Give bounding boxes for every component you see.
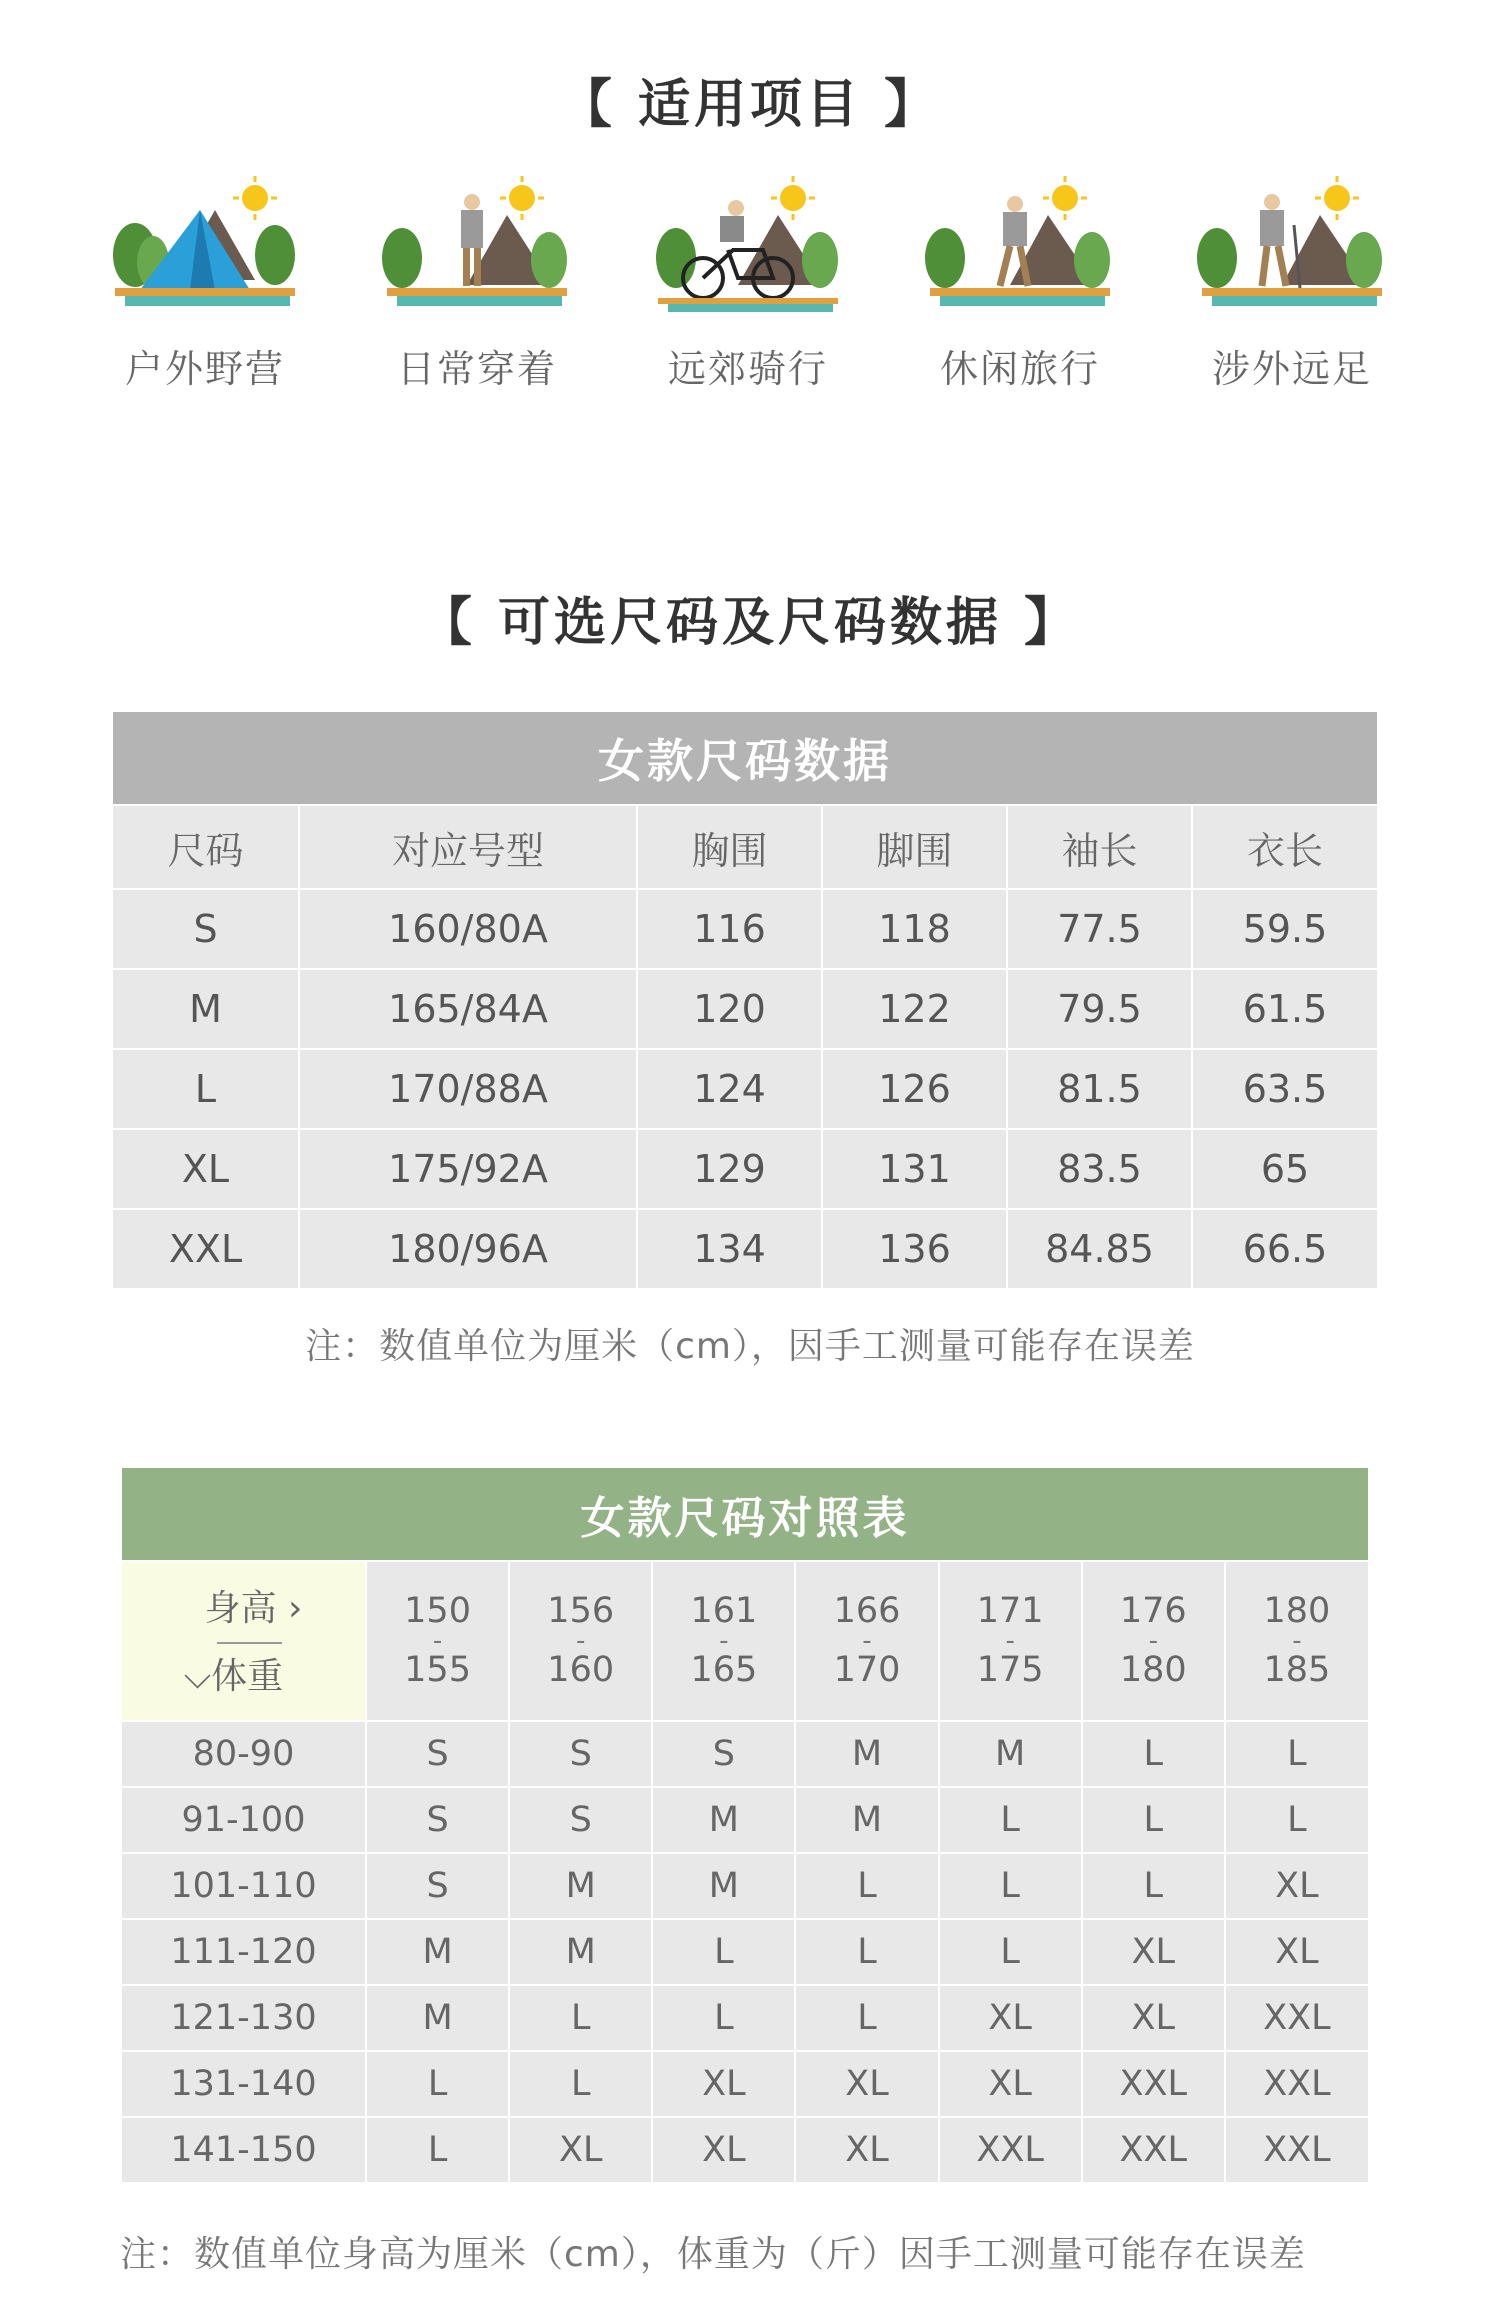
table-cell: 134 bbox=[637, 1209, 822, 1288]
size-cell: M bbox=[652, 1787, 795, 1853]
size-cell: XL bbox=[795, 2117, 938, 2182]
size-cell: XL bbox=[652, 2117, 795, 2182]
size-reference-table bbox=[122, 1468, 1368, 2182]
activity-label: 日常穿着 bbox=[396, 347, 557, 391]
table-cell: 175/92A bbox=[299, 1129, 637, 1209]
size-cell: M bbox=[939, 1721, 1082, 1787]
table-row bbox=[113, 1209, 1377, 1288]
size-cell: S bbox=[509, 1721, 652, 1787]
range-dash: - bbox=[432, 1626, 443, 1656]
activity-label: 涉外远足 bbox=[1211, 347, 1372, 391]
size-cell: M bbox=[509, 1919, 652, 1985]
height-range-header bbox=[366, 1561, 509, 1721]
height-to: 180 bbox=[1119, 1650, 1187, 1690]
table-cell: 160/80A bbox=[299, 889, 637, 969]
table-row bbox=[122, 1721, 1368, 1787]
table-cell: 129 bbox=[637, 1129, 822, 1209]
size-cell: L bbox=[1082, 1853, 1225, 1919]
table-cell: 118 bbox=[822, 889, 1007, 969]
activity-label: 休闲旅行 bbox=[939, 347, 1100, 391]
range-dash: - bbox=[1292, 1626, 1302, 1656]
column-header: 尺码 bbox=[113, 805, 299, 889]
camping-tent-icon bbox=[105, 170, 305, 320]
table-cell: S bbox=[113, 889, 299, 969]
height-from: 176 bbox=[1119, 1591, 1187, 1632]
size-cell: L bbox=[939, 1787, 1082, 1853]
size-cell: L bbox=[509, 1985, 652, 2051]
table-row bbox=[113, 889, 1377, 969]
size-cell: L bbox=[366, 2051, 509, 2117]
reference-table-header-row bbox=[122, 1561, 1368, 1721]
table-cell: 81.5 bbox=[1007, 1049, 1192, 1129]
size-cell: L bbox=[509, 2051, 652, 2117]
size-cell: M bbox=[509, 1853, 652, 1919]
corner-divider bbox=[217, 1642, 282, 1644]
height-range-header bbox=[1225, 1561, 1368, 1721]
range-dash: - bbox=[1005, 1626, 1015, 1656]
table-cell: 84.85 bbox=[1007, 1209, 1192, 1288]
column-header: 袖长 bbox=[1007, 805, 1192, 889]
table-cell: 79.5 bbox=[1007, 969, 1192, 1049]
height-from: 166 bbox=[833, 1591, 901, 1632]
size-cell: XXL bbox=[1225, 2117, 1368, 2182]
size-cell: M bbox=[366, 1985, 509, 2051]
table-cell: 59.5 bbox=[1192, 889, 1377, 969]
range-dash: - bbox=[576, 1626, 586, 1656]
table-cell: L bbox=[113, 1049, 299, 1129]
section-title-sizes: 【 可选尺码及尺码数据 】 bbox=[419, 593, 1081, 653]
table-cell: 77.5 bbox=[1007, 889, 1192, 969]
size-cell: L bbox=[939, 1919, 1082, 1985]
table-row bbox=[113, 1049, 1377, 1129]
size-cell: L bbox=[366, 2117, 509, 2182]
activity-item-hiking bbox=[1182, 170, 1402, 430]
table-cell: 61.5 bbox=[1192, 969, 1377, 1049]
size-cell: M bbox=[795, 1787, 938, 1853]
height-from: 150 bbox=[404, 1591, 471, 1632]
height-from: 161 bbox=[690, 1591, 758, 1632]
column-header: 对应号型 bbox=[299, 805, 637, 889]
table-cell: 66.5 bbox=[1192, 1209, 1377, 1288]
weight-range-cell: 111-120 bbox=[122, 1919, 366, 1985]
weight-range-cell: 80-90 bbox=[122, 1721, 366, 1787]
weight-range-cell: 131-140 bbox=[122, 2051, 366, 2117]
weight-range-cell: 141-150 bbox=[122, 2117, 366, 2182]
range-dash: - bbox=[862, 1626, 872, 1656]
table-cell: 63.5 bbox=[1192, 1049, 1377, 1129]
table-cell: XXL bbox=[113, 1209, 299, 1288]
size-cell: XL bbox=[939, 2051, 1082, 2117]
size-cell: L bbox=[795, 1853, 938, 1919]
size-cell: L bbox=[652, 1985, 795, 2051]
size-cell: L bbox=[795, 1919, 938, 1985]
height-range-header bbox=[795, 1561, 938, 1721]
size-cell: XXL bbox=[1082, 2117, 1225, 2182]
height-to: 155 bbox=[404, 1650, 471, 1690]
table-cell: 180/96A bbox=[299, 1209, 637, 1288]
height-to: 160 bbox=[547, 1650, 615, 1690]
height-axis-label: 身高 › bbox=[204, 1588, 303, 1629]
height-to: 170 bbox=[833, 1650, 901, 1690]
height-to: 185 bbox=[1263, 1650, 1331, 1690]
height-from: 171 bbox=[976, 1591, 1044, 1632]
table-cell: 124 bbox=[637, 1049, 822, 1129]
size-cell: XXL bbox=[1225, 2051, 1368, 2117]
table-cell: 65 bbox=[1192, 1129, 1377, 1209]
size-cell: L bbox=[939, 1853, 1082, 1919]
height-range-header bbox=[652, 1561, 795, 1721]
hiking-icon bbox=[1192, 170, 1392, 320]
table-row bbox=[122, 2051, 1368, 2117]
weight-range-cell: 101-110 bbox=[122, 1853, 366, 1919]
height-range-header bbox=[939, 1561, 1082, 1721]
size-cell: XXL bbox=[1082, 2051, 1225, 2117]
height-to: 165 bbox=[690, 1650, 758, 1690]
activity-label: 远郊骑行 bbox=[667, 347, 828, 391]
size-cell: L bbox=[652, 1919, 795, 1985]
column-header: 衣长 bbox=[1192, 805, 1377, 889]
table-row bbox=[113, 1129, 1377, 1209]
size-cell: S bbox=[509, 1787, 652, 1853]
size-cell: XXL bbox=[1225, 1985, 1368, 2051]
table-cell: 122 bbox=[822, 969, 1007, 1049]
table-cell: 120 bbox=[637, 969, 822, 1049]
table-row bbox=[113, 969, 1377, 1049]
size-table-banner: 女款尺码数据 bbox=[113, 712, 1377, 805]
size-cell: XXL bbox=[939, 2117, 1082, 2182]
size-cell: XL bbox=[795, 2051, 938, 2117]
activity-item-camping bbox=[95, 170, 315, 430]
daily-wear-person-icon bbox=[377, 170, 577, 320]
activity-item-cycling bbox=[638, 170, 858, 430]
size-cell: S bbox=[366, 1721, 509, 1787]
height-to: 175 bbox=[976, 1650, 1044, 1690]
activity-item-leisure-travel bbox=[910, 170, 1130, 430]
table-cell: 116 bbox=[637, 889, 822, 969]
activity-label: 户外野营 bbox=[124, 347, 285, 391]
reference-table-banner: 女款尺码对照表 bbox=[122, 1468, 1368, 1561]
table-row bbox=[122, 1787, 1368, 1853]
activity-list bbox=[95, 170, 1405, 430]
weight-range-cell: 121-130 bbox=[122, 1985, 366, 2051]
weight-axis-label: ⌵体重 bbox=[183, 1656, 284, 1697]
table-row bbox=[122, 1919, 1368, 1985]
table-row bbox=[122, 1853, 1368, 1919]
size-cell: XL bbox=[509, 2117, 652, 2182]
size-cell: M bbox=[795, 1721, 938, 1787]
size-data-table bbox=[113, 712, 1377, 1288]
table-cell: 131 bbox=[822, 1129, 1007, 1209]
corner-cell bbox=[122, 1561, 366, 1721]
column-header: 脚围 bbox=[822, 805, 1007, 889]
size-cell: M bbox=[652, 1853, 795, 1919]
height-from: 180 bbox=[1263, 1591, 1331, 1632]
column-header: 胸围 bbox=[637, 805, 822, 889]
table-cell: 136 bbox=[822, 1209, 1007, 1288]
size-cell: M bbox=[366, 1919, 509, 1985]
size-cell: L bbox=[1225, 1721, 1368, 1787]
size-cell: S bbox=[366, 1787, 509, 1853]
table-cell: 170/88A bbox=[299, 1049, 637, 1129]
table-row bbox=[122, 1985, 1368, 2051]
table-cell: 165/84A bbox=[299, 969, 637, 1049]
size-cell: L bbox=[795, 1985, 938, 2051]
size-cell: L bbox=[1082, 1787, 1225, 1853]
size-cell: S bbox=[652, 1721, 795, 1787]
size-cell: L bbox=[1082, 1721, 1225, 1787]
size-cell: XL bbox=[1082, 1919, 1225, 1985]
reference-table-note: 注：数值单位身高为厘米（cm），体重为（斤）因手工测量可能存在误差 bbox=[120, 2234, 1306, 2275]
height-range-header bbox=[1082, 1561, 1225, 1721]
size-cell: S bbox=[366, 1853, 509, 1919]
activity-item-daily-wear bbox=[367, 170, 587, 430]
size-cell: XL bbox=[1225, 1919, 1368, 1985]
height-range-header bbox=[509, 1561, 652, 1721]
range-dash: - bbox=[719, 1626, 729, 1656]
size-table-header-row bbox=[113, 805, 1377, 889]
table-cell: 126 bbox=[822, 1049, 1007, 1129]
table-cell: XL bbox=[113, 1129, 299, 1209]
size-cell: XL bbox=[652, 2051, 795, 2117]
leisure-travel-icon bbox=[920, 170, 1120, 320]
size-cell: L bbox=[1225, 1787, 1368, 1853]
size-table-note: 注：数值单位为厘米（cm），因手工测量可能存在误差 bbox=[305, 1326, 1195, 1367]
weight-range-cell: 91-100 bbox=[122, 1787, 366, 1853]
height-from: 156 bbox=[547, 1591, 615, 1632]
section-title-applicable: 【 适用项目 】 bbox=[559, 75, 941, 135]
table-row bbox=[122, 2117, 1368, 2182]
size-cell: XL bbox=[1082, 1985, 1225, 2051]
cycling-icon bbox=[648, 170, 848, 320]
table-cell: 83.5 bbox=[1007, 1129, 1192, 1209]
size-cell: XL bbox=[1225, 1853, 1368, 1919]
table-cell: M bbox=[113, 969, 299, 1049]
range-dash: - bbox=[1148, 1626, 1158, 1656]
size-cell: XL bbox=[939, 1985, 1082, 2051]
